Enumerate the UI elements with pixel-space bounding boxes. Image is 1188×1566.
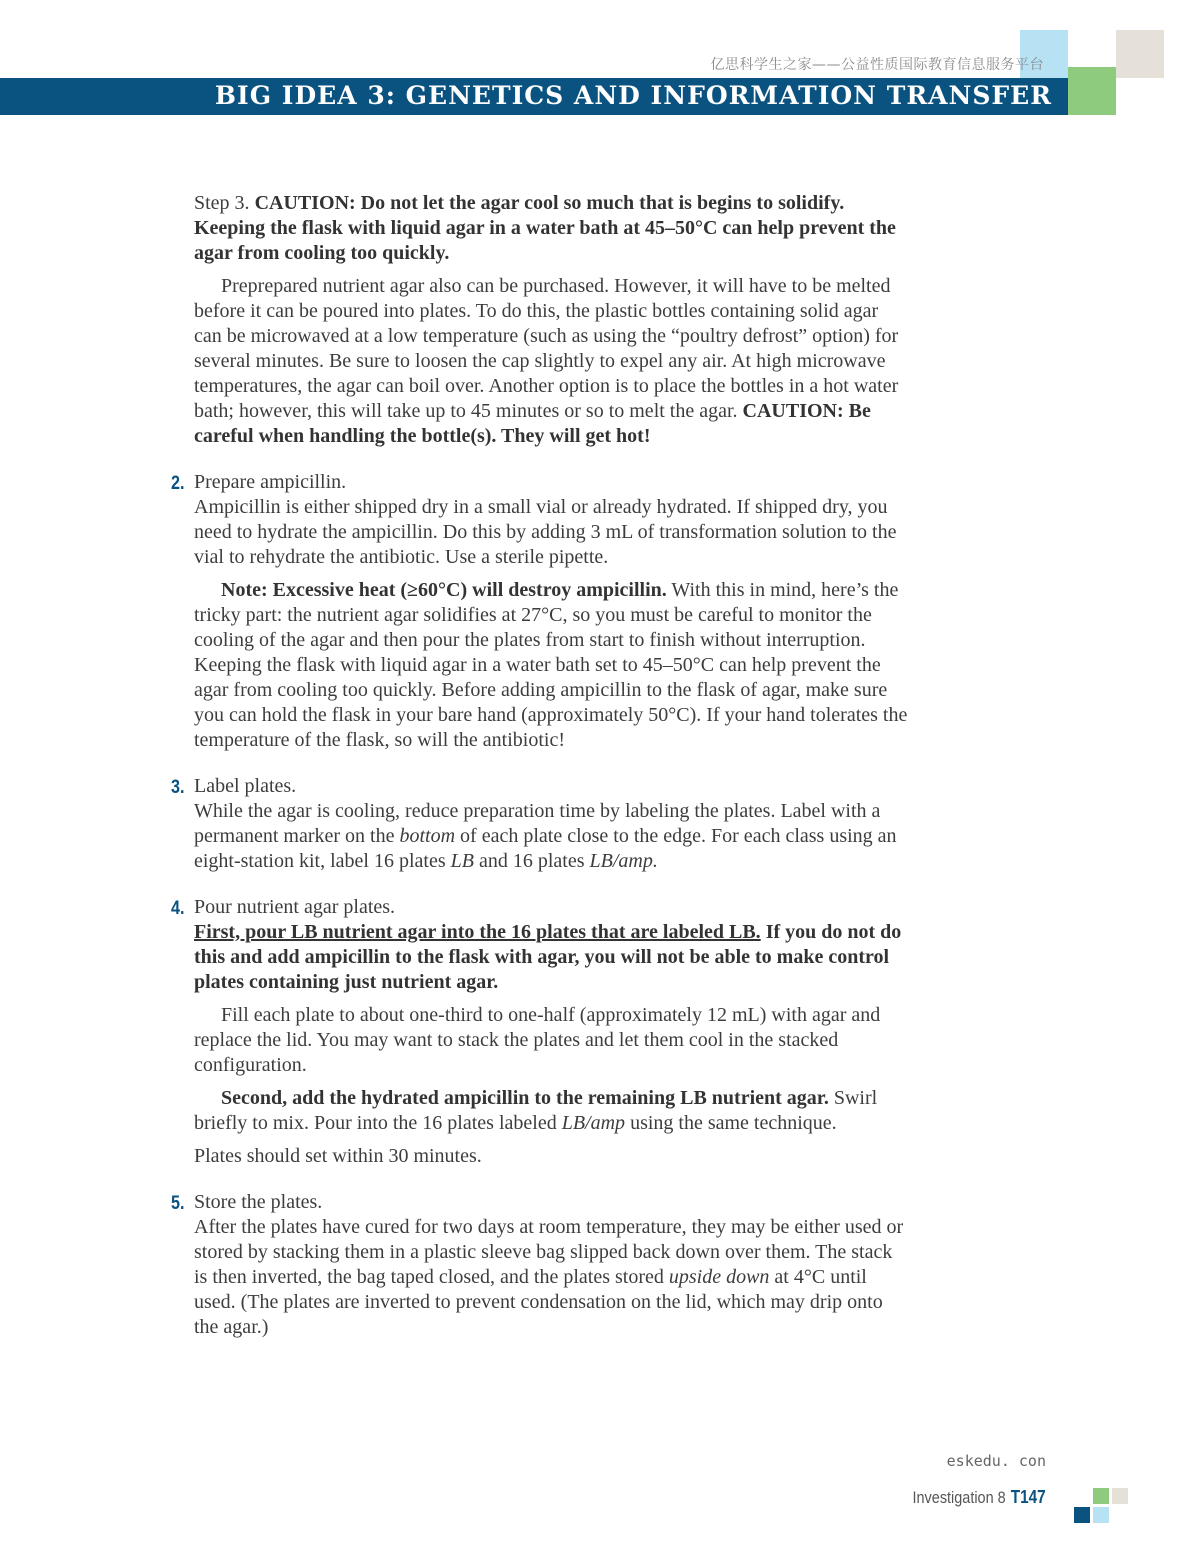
item-paragraph: Ampicillin is either shipped dry in a small vial or already hydrated. If shipped dry, you need to hydrate the ampicillin. Do this by adding 3 mL of transformation solution to the vial to rehydrate the antibiotic. Use a sterile pipette. bbox=[194, 496, 897, 568]
page-title: BIG IDEA 3: GENETICS AND INFORMATION TRANSFER bbox=[214, 81, 1052, 110]
item-number: 3. bbox=[171, 777, 185, 798]
list-item-label-plates bbox=[171, 774, 910, 874]
page-number: T147 bbox=[1011, 1487, 1046, 1507]
item-number: 2. bbox=[171, 473, 185, 494]
step3-caution: Step 3. CAUTION: Do not let the agar cool so much that is begins to solidify. Keeping the flask with liquid agar in a water bath at 45–50°C can help prevent the agar from cooling too quickly. bbox=[194, 192, 896, 264]
list-item-store-plates bbox=[171, 1190, 910, 1340]
item-title: Label plates. bbox=[194, 775, 297, 797]
decor-square-green bbox=[1068, 67, 1116, 115]
step3-paragraph: Preprepared nutrient agar also can be purchased. However, it will have to be melted before it can be poured into plates. To do this, the plastic bottles containing solid agar can be microwaved at a low temperature (such as using the “poultry defrost” option) for several minutes. Be sure to loosen the cap slightly to expel any air. At high microwave temperatures, the agar can boil over. Another option is to place the bottles in a hot water bath; however, this will take up to 45 minutes or so to melt the agar. CAUTION: Be careful when handling the bottle(s). They will get hot! bbox=[194, 275, 899, 447]
item-paragraph: While the agar is cooling, reduce preparation time by labeling the plates. Label with a permanent marker on the bottom of each plate close to the edge. For each class using an eight-station kit, label 16 plates LB and 16 plates LB/amp. bbox=[194, 800, 897, 872]
item-caution: First, pour LB nutrient agar into the 16 plates that are labeled LB. If you do not do this and add ampicillin to the flask with agar, you will not be able to make control plates containing just nutrient agar. bbox=[194, 921, 902, 993]
item-number: 5. bbox=[171, 1193, 185, 1214]
fill-paragraph: Fill each plate to about one-third to one-half (approximately 12 mL) with agar and replace the lid. You may want to stack the plates and let them cool in the stacked configuration. bbox=[194, 1004, 881, 1076]
second-paragraph: Second, add the hydrated ampicillin to the remaining LB nutrient agar. Swirl briefly to mix. Pour into the 16 plates labeled LB/amp using the same technique. bbox=[194, 1087, 878, 1134]
item-title: Prepare ampicillin. bbox=[194, 471, 347, 493]
item-title: Store the plates. bbox=[194, 1191, 323, 1213]
list-item-pour-plates bbox=[171, 895, 910, 1169]
item-number: 4. bbox=[171, 898, 185, 919]
watermark-text: 亿思科学生之家——公益性质国际教育信息服务平台 bbox=[710, 57, 1044, 73]
footer-square-blue bbox=[1074, 1507, 1090, 1523]
set-paragraph: Plates should set within 30 minutes. bbox=[194, 1145, 482, 1167]
header-bar bbox=[0, 78, 1068, 115]
footer-site-text: eskedu. con bbox=[946, 1452, 1046, 1470]
footer-page-label: Investigation 8 T147 bbox=[912, 1487, 1046, 1507]
item-title: Pour nutrient agar plates. bbox=[194, 896, 396, 918]
footer-square-beige bbox=[1112, 1488, 1128, 1504]
main-content bbox=[171, 191, 910, 1340]
decor-square-beige bbox=[1116, 30, 1164, 78]
item-paragraph: After the plates have cured for two days at room temperature, they may be either used or stored by stacking them in a plastic sleeve bag slipped back down over them. The stack is then inverted, the bag taped closed, and the plates stored upside down at 4°C until used. (The plates are inverted to prevent condensation on the lid, which may drip onto the agar.) bbox=[194, 1216, 904, 1338]
note-paragraph: Note: Excessive heat (≥60°C) will destroy ampicillin. With this in mind, here’s the tricky part: the nutrient agar solidifies at 27°C, so you must be careful to monitor the cooling of the agar and then pour the plates from start to finish without interruption. Keeping the flask with liquid agar in a water bath set to 45–50°C can help prevent the agar from cooling too quickly. Before adding ampicillin to the flask of agar, make sure you can hold the flask in your bare hand (approximately 50°C). If your hand tolerates the temperature of the flask, so will the antibiotic! bbox=[194, 579, 908, 751]
footer-square-lightblue bbox=[1093, 1507, 1109, 1523]
footer-square-green bbox=[1093, 1488, 1109, 1504]
list-item-prepare-ampicillin bbox=[171, 470, 910, 753]
